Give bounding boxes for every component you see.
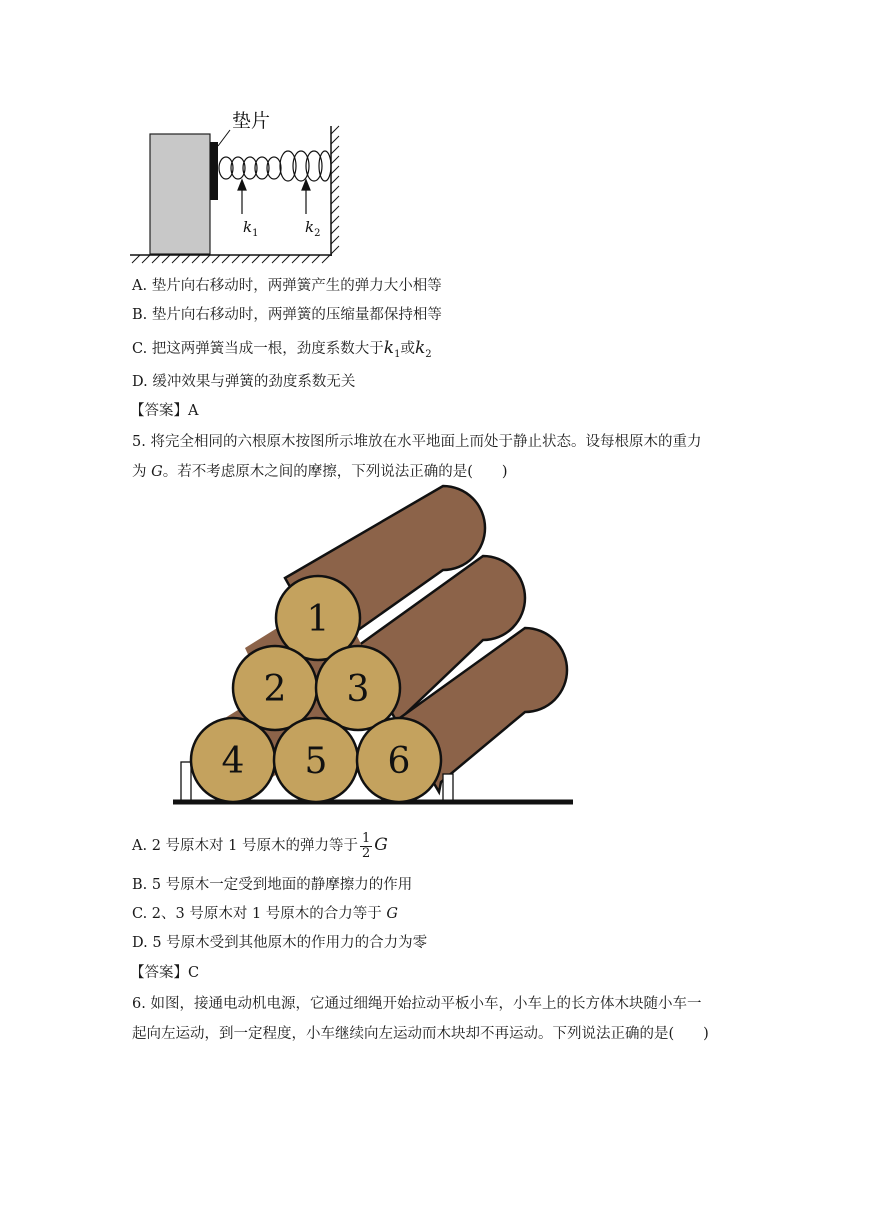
- log-number-6: 6: [387, 741, 411, 782]
- q5-stem-line1: 5. 将完全相同的六根原木按图所示堆放在水平地面上而处于静止状态。设每根原木的重力: [132, 434, 702, 450]
- spring-figure: [128, 100, 348, 265]
- log-number-1: 1: [306, 599, 330, 640]
- q4-option-c: C. 把这两弹簧当成一根，劲度系数大于$k_1$或$k_2$: [132, 338, 432, 360]
- q6-stem-line1: 6. 如图，接通电动机电源，它通过细绳开始拉动平板小车，小车上的长方体木块随小车一: [132, 996, 702, 1012]
- pad: [210, 142, 218, 200]
- q4-option-a: A. 垫片向右移动时，两弹簧产生的弹力大小相等: [132, 278, 442, 294]
- q5-answer: 【答案】C: [130, 965, 200, 981]
- log-number-3: 3: [346, 669, 370, 710]
- k1-label: $k_1$: [243, 218, 259, 239]
- pad-label: 垫片: [232, 110, 271, 132]
- fraction-half: $\frac{1}{2}$: [361, 830, 371, 861]
- q4-option-d: D. 缓冲效果与弹簧的劲度系数无关: [132, 374, 356, 390]
- right-post: [443, 774, 453, 802]
- k2-label: $k_2$: [305, 218, 321, 239]
- q4-option-b: B. 垫片向右移动时，两弹簧的压缩量都保持相等: [132, 307, 442, 323]
- log-number-5: 5: [304, 741, 328, 782]
- q6-stem-line2: 起向左运动，到一定程度，小车继续向左运动而木块却不再运动。下列说法正确的是( ): [132, 1026, 709, 1042]
- q5-option-a: A. 2 号原木对 1 号原木的弹力等于 $\frac{1}{2}$ G: [132, 830, 388, 861]
- log-number-2: 2: [263, 669, 287, 710]
- logs-figure: [165, 482, 585, 812]
- spring-k1: [219, 157, 281, 179]
- spring-k2: [280, 151, 331, 181]
- q5-option-c: C. 2、3 号原木对 1 号原木的合力等于 G: [132, 906, 399, 922]
- log-number-4: 4: [221, 741, 245, 782]
- q4-answer: 【答案】A: [130, 403, 199, 419]
- left-post: [181, 762, 191, 802]
- q5-option-d: D. 5 号原木受到其他原木的作用力的合力为零: [132, 935, 428, 951]
- q5-option-b: B. 5 号原木一定受到地面的静摩擦力的作用: [132, 877, 413, 893]
- q5-stem-line2: 为 G。若不考虑原木之间的摩擦，下列说法正确的是( ): [132, 464, 508, 480]
- block: [150, 134, 210, 254]
